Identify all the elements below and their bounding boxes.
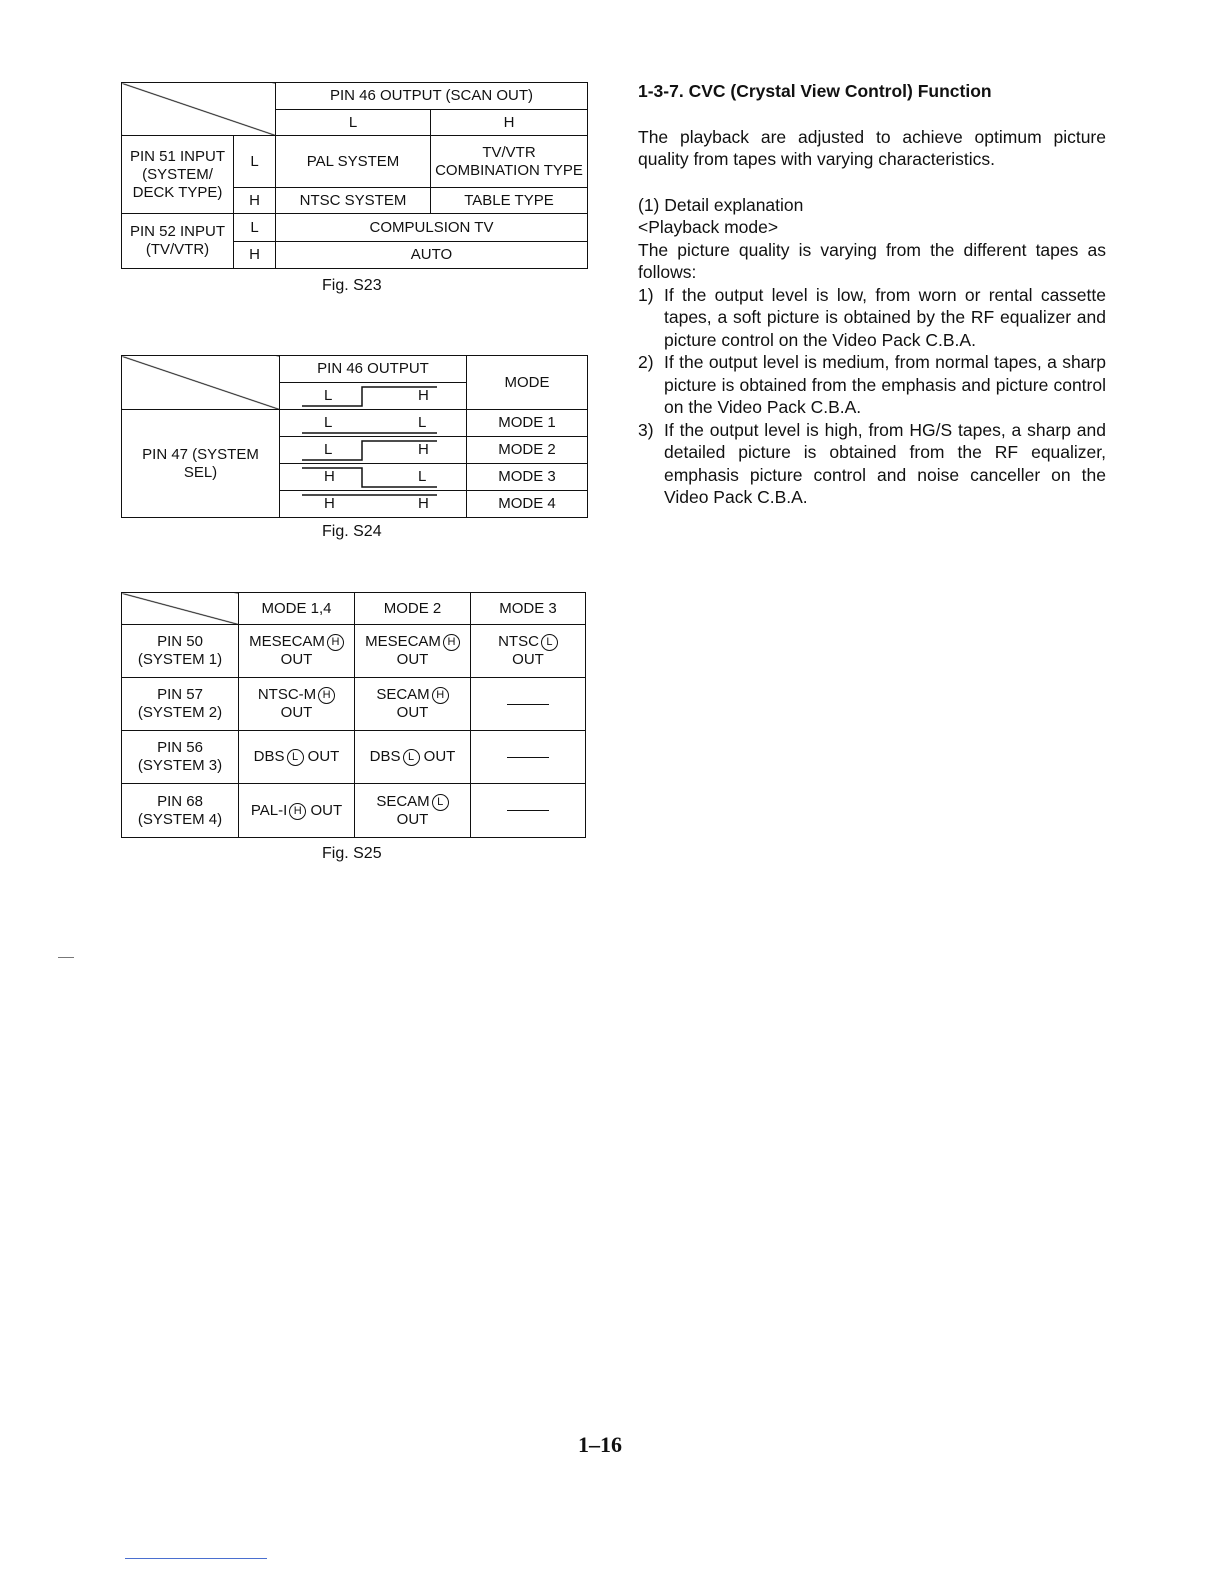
s25-row3-c3 <box>471 731 586 784</box>
circled-h-icon: H <box>318 687 335 704</box>
s24-row2-a: L <box>324 441 333 458</box>
fig-s24-caption: Fig. S24 <box>322 523 382 540</box>
s25-row1-c2-out: OUT <box>396 651 429 668</box>
signal-low-waveform <box>282 410 464 436</box>
s25-row1-c2-text: MESECAM <box>365 633 441 650</box>
s23-header-main: PIN 46 OUTPUT (SCAN OUT) <box>276 83 588 110</box>
s23-corner-cell <box>122 83 276 136</box>
s24-row1-mode: MODE 1 <box>467 410 588 437</box>
s23-pin52-l: L <box>234 214 276 242</box>
s25-row2-c3 <box>471 678 586 731</box>
empty-dash <box>507 757 549 758</box>
circled-h-icon: H <box>327 634 344 651</box>
s25-row1-c3 <box>471 625 586 678</box>
list-item-number: 3) <box>638 419 654 440</box>
s25-row2-c1 <box>239 678 355 731</box>
s23-pin51-label: PIN 51 INPUT (SYSTEM/ DECK TYPE) <box>122 136 234 214</box>
empty-dash <box>507 704 549 705</box>
s25-row1-c3-text: NTSC <box>498 633 539 650</box>
s23-compulsion-tv: COMPULSION TV <box>276 214 588 242</box>
s25-row3-pin <box>122 731 239 784</box>
fig-s23-table <box>121 82 588 269</box>
waveform-fall-icon <box>282 464 462 490</box>
s25-row4-c2-out: OUT <box>396 810 429 828</box>
circled-h-icon: H <box>432 687 449 704</box>
s24-row3-b: L <box>418 468 427 485</box>
fig-s25-table <box>121 592 586 838</box>
s23-ntsc-system: NTSC SYSTEM <box>276 187 431 214</box>
s24-row3-mode: MODE 3 <box>467 464 588 491</box>
page-number: 1–16 <box>578 1432 622 1457</box>
circled-l-icon: L <box>541 634 558 651</box>
circled-l-icon: L <box>403 749 420 766</box>
s24-row4-signal <box>280 491 467 518</box>
margin-mark <box>58 957 74 958</box>
circled-h-icon: H <box>289 803 306 820</box>
waveform-rise-icon <box>282 383 462 409</box>
s24-row3-signal <box>280 464 467 491</box>
waveform-high-icon <box>282 491 462 517</box>
section-heading: 1-3-7. CVC (Crystal View Control) Function <box>638 81 992 101</box>
playback-mode: <Playback mode> <box>638 217 779 237</box>
signal-rise-waveform <box>282 383 464 409</box>
s23-table-type: TABLE TYPE <box>431 187 588 214</box>
list-item <box>638 284 1106 352</box>
fig-s24-table <box>121 355 588 518</box>
s25-row4-c1-out: OUT <box>310 801 343 819</box>
s25-row4-c1-text: PAL-I <box>250 801 288 819</box>
s24-row4-b: H <box>418 495 429 512</box>
s25-row4-c2 <box>355 784 471 838</box>
s25-row3-c1-out: OUT <box>307 748 340 765</box>
s25-corner-cell <box>122 593 239 625</box>
s25-row3-pin-label: PIN 56 <box>157 739 203 756</box>
waveform-low-icon <box>282 410 462 436</box>
list-item <box>638 351 1106 419</box>
circled-h-icon: H <box>443 634 460 651</box>
s25-row3-c1 <box>239 731 355 784</box>
footer-rule <box>125 1558 267 1559</box>
s25-row4-pin <box>122 784 239 838</box>
s25-row1-c1-out: OUT <box>280 651 313 668</box>
circled-l-icon: L <box>432 794 449 811</box>
lead-paragraph: The picture quality is varying from the different tapes as follows: <box>638 239 1106 282</box>
fig-s23-caption: Fig. S23 <box>322 277 382 294</box>
s25-row3-sys-label: (SYSTEM 3) <box>137 757 223 774</box>
s25-row3-c2-out: OUT <box>423 748 456 765</box>
s24-header-output: PIN 46 OUTPUT <box>280 356 467 383</box>
circled-l-icon: L <box>287 749 304 766</box>
s23-pin52-label: PIN 52 INPUT (TV/VTR) <box>122 214 234 269</box>
list-item-number: 2) <box>638 352 654 372</box>
s24-row4-a: H <box>324 495 335 512</box>
detail-explanation: (1) Detail explanation <box>638 194 804 215</box>
s25-row2-c2-text: SECAM <box>376 686 430 703</box>
fig-s25-caption: Fig. S25 <box>322 845 382 862</box>
s24-pin47-label: PIN 47 (SYSTEM SEL) <box>122 410 280 518</box>
s25-row3-c2 <box>355 731 471 784</box>
s23-pin51-l: L <box>234 136 276 187</box>
s25-row2-c2 <box>355 678 471 731</box>
s25-row4-c2-text: SECAM <box>376 792 430 810</box>
s24-row2-signal <box>280 437 467 464</box>
s23-col-l: L <box>276 109 431 136</box>
s25-row1-sys-label: (SYSTEM 1) <box>137 651 223 668</box>
s25-row2-c2-out: OUT <box>396 704 429 721</box>
s23-tv-vtr-combination: TV/VTR COMBINATION TYPE <box>431 136 588 187</box>
s25-row1-c1 <box>239 625 355 678</box>
list-item-text: If the output level is medium, from normal tapes, a sharp picture is obtained from the emphasis and picture control on the Video Pack C.B.A. <box>664 352 1106 417</box>
s25-header-mode14: MODE 1,4 <box>239 593 355 625</box>
s25-row2-c1-out: OUT <box>280 704 313 721</box>
s25-row3-c2-text: DBS <box>369 748 401 765</box>
s24-row1-signal <box>280 410 467 437</box>
section-text <box>638 80 1106 509</box>
waveform-rise-icon <box>282 437 462 463</box>
s25-row4-c1 <box>239 784 355 838</box>
s24-row1-b: L <box>418 414 427 431</box>
s25-row4-sys-label: (SYSTEM 4) <box>137 810 223 828</box>
s25-row3-c1-text: DBS <box>253 748 285 765</box>
signal-fall-waveform <box>282 464 464 490</box>
s25-row4-c3 <box>471 784 586 838</box>
s24-row1-a: L <box>324 414 333 431</box>
s25-header-mode2: MODE 2 <box>355 593 471 625</box>
s25-row1-pin-label: PIN 50 <box>157 633 203 650</box>
s23-pal-system: PAL SYSTEM <box>276 136 431 187</box>
s23-pin51-h: H <box>234 187 276 214</box>
list-item-text: If the output level is low, from worn or rental cassette tapes, a soft picture is obtained by the RF equalizer and picture control on the Video Pack C.B.A. <box>664 284 1106 350</box>
s25-row2-pin-label: PIN 57 <box>157 686 203 703</box>
list-item-number: 1) <box>638 284 654 305</box>
s25-row1-c2 <box>355 625 471 678</box>
s23-pin52-h: H <box>234 242 276 269</box>
s24-row2-b: H <box>418 441 429 458</box>
s23-col-h: H <box>431 109 588 136</box>
s24-corner-cell <box>122 356 280 410</box>
s25-row1-c3-out: OUT <box>512 651 544 668</box>
empty-dash <box>507 810 549 811</box>
list-item-text: If the output level is high, from HG/S tapes, a sharp and detailed picture is obtained from the RF equalizer, emphasis picture control and noise canceller on the Video Pack C.B.A. <box>664 419 1106 507</box>
s25-row1-pin <box>122 625 239 678</box>
s24-row3-a: H <box>324 468 335 485</box>
s24-header-sig-l: L <box>324 387 333 404</box>
signal-rise-waveform <box>282 437 464 463</box>
s25-row2-c1-text: NTSC-M <box>257 686 317 703</box>
s24-header-mode: MODE <box>467 356 588 410</box>
s25-header-mode3: MODE 3 <box>471 593 586 625</box>
s25-row1-c1-text: MESECAM <box>249 633 325 650</box>
s24-row2-mode: MODE 2 <box>467 437 588 464</box>
signal-high-waveform <box>282 491 464 517</box>
s24-row4-mode: MODE 4 <box>467 491 588 518</box>
s23-auto: AUTO <box>276 242 588 269</box>
s25-row2-sys-label: (SYSTEM 2) <box>137 704 223 721</box>
s25-row4-pin-label: PIN 68 <box>157 792 203 810</box>
list-item <box>638 419 1106 509</box>
s25-row2-pin <box>122 678 239 731</box>
s24-header-signal <box>280 383 467 410</box>
s24-header-sig-h: H <box>418 387 429 404</box>
section-intro: The playback are adjusted to achieve optimum picture quality from tapes with varying characteristics. <box>638 126 1106 169</box>
